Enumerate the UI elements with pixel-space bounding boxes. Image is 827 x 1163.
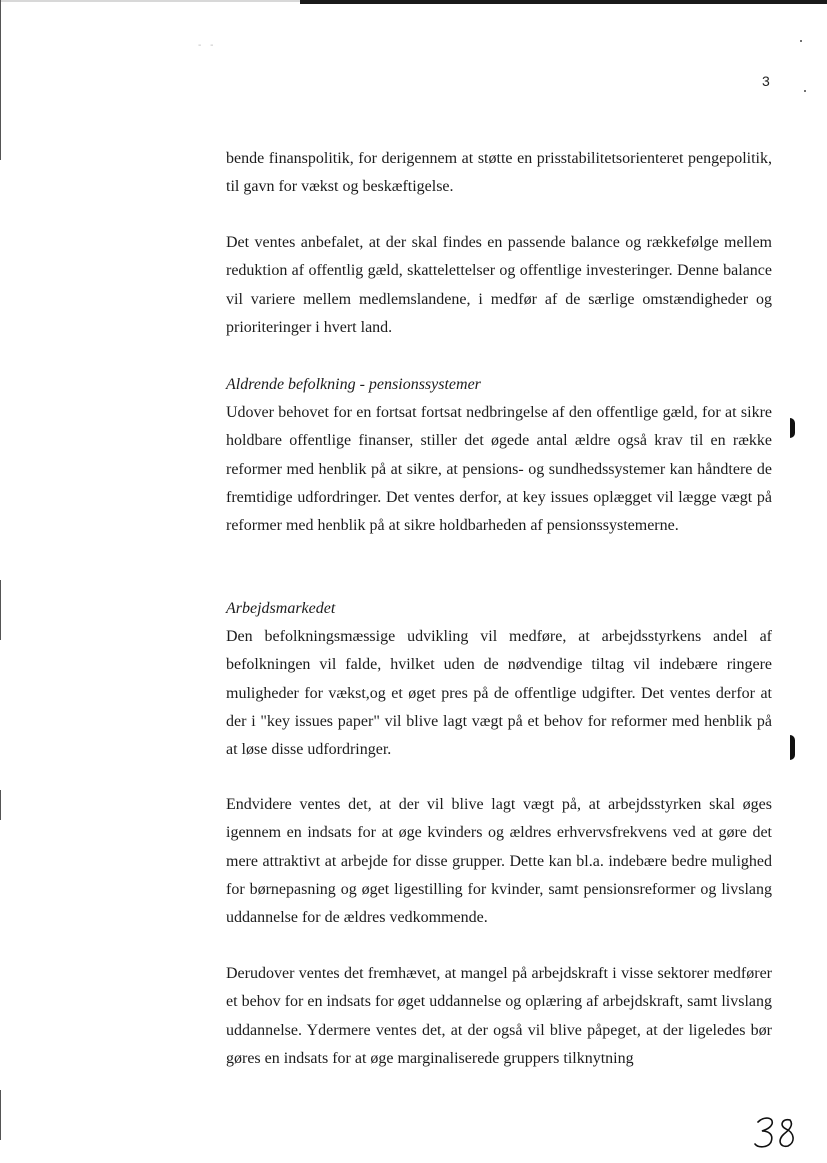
paragraph-labour-shortage: Derudover ventes det fremhævet, at mangel på arbejdskraft i visse sektorer medfører et behov for en indsats for øget uddannelse og oplæring af arbejdskraft, samt livslang uddannelse. Ydermere ventes det, at der også vil blive påpeget, at der ligeledes bør gøres en indsats for at øge marginaliserede gruppers tilknytning (226, 965, 772, 1067)
paragraph-labour-force: Endvidere ventes det, at der vil blive lagt vægt på, at arbejdsstyrken skal øges igennem en indsats for at øge kvinders og ældres erhvervsfrekvens ved at gøre det mere attraktivt at arbejde for disse grupper. Dette kan bl.a. indebære bedre mulighed for børnepasning og øget ligestilling for kvinder, samt pensionsreformer og livslang uddannelse for de ældres vedkommende. (226, 796, 772, 927)
scan-edge-left (0, 580, 1, 640)
scan-mark: - - (198, 40, 217, 51)
scan-edge-left (0, 0, 1, 160)
scan-dot (804, 90, 806, 92)
paragraph-demographics: Den befolkningsmæssige udvikling vil medføre, at arbejdsstyrkens andel af befolkningen vil falde, hvilket uden de nødvendige tiltag vil indebære ringere muligheder for vækst,og et øget pres på de offentlige udgifter. Det ventes derfor at der i "key issues paper" vil blive lagt vægt på et behov for reformer med henblik på at løse disse udfordringer. (226, 628, 772, 759)
scan-edge-faint (0, 0, 300, 2)
binder-hole-mark (790, 735, 795, 760)
scan-edge-top (300, 0, 827, 4)
binder-hole-mark (790, 418, 795, 438)
paragraph-balance: Det ventes anbefalet, at der skal findes en passende balance og rækkefølge mellem reduktion af offentlig gæld, skattelettelser og offentlige investeringer. Denne balance vil variere mellem medlemslandene, i medfør af de særlige omstændigheder og prioriteringer i hvert land. (226, 234, 772, 336)
page-number: 3 (762, 73, 770, 89)
scan-edge-left (0, 790, 1, 820)
scan-dot (800, 40, 802, 42)
paragraph-fiscal-policy: bende finanspolitik, for derigennem at støtte en prisstabilitetsorienteret pengepolitik, til gavn for vækst og beskæftigelse. (226, 150, 772, 196)
handwritten-page-number (752, 1112, 802, 1152)
scan-edge-left (0, 1090, 1, 1140)
paragraph-pensions: Udover behovet for en fortsat fortsat nedbringelse af den offentlige gæld, for at sikre holdbare offentlige finanser, stiller det øgede antal ældre også krav til en række reformer med henblik på at sikre, at pensions- og sundhedssystemer kan håndtere de fremtidige udfordringer. Det ventes derfor, at key issues oplægget vil lægge vægt på reformer med henblik på at sikre holdbarheden af pensionssystemerne. (226, 404, 772, 535)
section-heading-aging: Aldrende befolkning - pensionssystemer (226, 376, 481, 393)
section-heading-labour: Arbejdsmarkedet (226, 600, 336, 617)
